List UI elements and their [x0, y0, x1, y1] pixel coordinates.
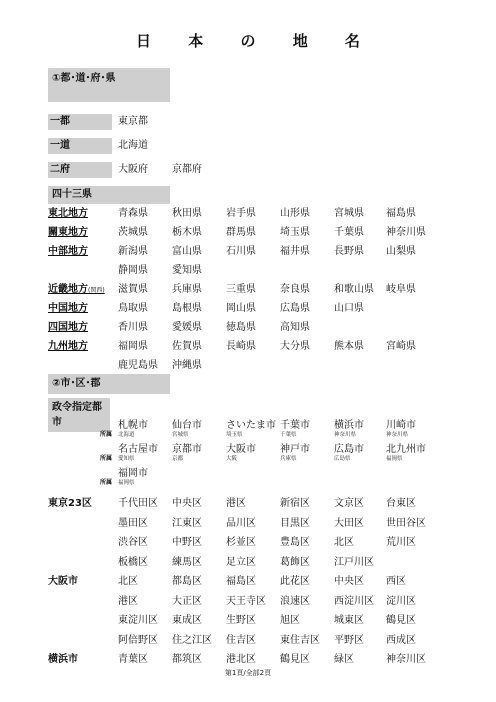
- ward-cell: 東住吉区: [280, 634, 320, 646]
- section1-header-text: ①都･道･府･県: [52, 73, 116, 84]
- belongs-label: 所属: [100, 455, 113, 462]
- prefecture-cell: 沖縄県: [172, 360, 202, 371]
- prefecture-cell: 香川県: [118, 322, 148, 333]
- ward-cell: 大正区: [172, 595, 202, 607]
- to-label: 一都: [48, 114, 112, 130]
- prefecture-cell: 青森県: [118, 208, 148, 219]
- prefecture-cell: 静岡県: [118, 265, 148, 276]
- prefecture-cell: 秋田県: [172, 208, 202, 219]
- ward-cell: 福島区: [226, 576, 256, 587]
- ward-cell: 鶴見区: [386, 615, 416, 626]
- ward-cell: 港区: [118, 595, 138, 607]
- prefecture-cell: 愛媛県: [172, 322, 202, 333]
- region-label: [48, 206, 112, 223]
- ward-cell: 西成区: [386, 634, 416, 646]
- prefecture-cell: 埼玉県: [280, 227, 310, 238]
- designated-city-prefecture: 福岡県: [118, 480, 135, 486]
- ward-cell: 江東区: [172, 517, 202, 529]
- ward-cell: 荒川区: [386, 537, 416, 548]
- prefecture-cell: 広島県: [280, 303, 310, 314]
- prefecture-cell: 山口県: [334, 303, 364, 314]
- ward-cell: 天王寺区: [226, 595, 266, 607]
- ward-cell: 都筑区: [172, 654, 202, 665]
- prefecture-cell: 宮城県: [334, 208, 364, 219]
- fu-label: 二府: [48, 162, 112, 178]
- designated-city-prefecture: 宮城県: [172, 432, 189, 438]
- designated-city: 名古屋市: [118, 444, 158, 455]
- ward-cell: 緑区: [334, 654, 354, 665]
- designated-city: 広島市: [334, 444, 364, 455]
- region-label: [48, 282, 112, 299]
- ward-cell: 世田谷区: [386, 517, 426, 529]
- section2-header-text: ②市･区･郡: [52, 378, 101, 389]
- to-value: 東京都: [118, 116, 148, 127]
- ward-group-label: 横浜市: [48, 654, 78, 665]
- ward-cell: 文京区: [334, 498, 364, 509]
- region-label: [48, 301, 112, 318]
- region-label: [48, 339, 112, 356]
- prefecture-cell: 佐賀県: [172, 341, 202, 352]
- ward-cell: 住吉区: [226, 634, 256, 646]
- fu-value: 京都府: [172, 164, 202, 175]
- designated-city-prefecture: 広島県: [334, 456, 351, 462]
- ward-cell: 此花区: [280, 576, 310, 587]
- designated-city-prefecture: 北海道: [118, 432, 135, 438]
- prefecture-cell: 富山県: [172, 246, 202, 257]
- designated-city: 神戸市: [280, 444, 310, 455]
- prefecture-cell: 愛知県: [172, 265, 202, 276]
- designated-city-prefecture: 千葉県: [280, 432, 297, 438]
- prefecture-cell: 茨城県: [118, 227, 148, 238]
- ward-cell: 墨田区: [118, 517, 148, 529]
- designated-cities-label-line1: 政令指定都: [52, 402, 102, 413]
- designated-city-prefecture: 愛知県: [118, 456, 135, 462]
- ward-cell: 北区: [334, 537, 354, 548]
- ward-group-label: 東京23区: [48, 498, 92, 509]
- designated-city: 仙台市: [172, 420, 202, 431]
- prefecture-cell: 滋賀県: [118, 284, 148, 295]
- ward-cell: 阿倍野区: [118, 634, 158, 646]
- ward-cell: 西区: [386, 576, 406, 587]
- designated-city-prefecture: 埼玉県: [226, 432, 243, 438]
- designated-city: 札幌市: [118, 420, 148, 431]
- page-footer: 第1頁/全部2頁: [224, 669, 272, 677]
- belongs-label: 所属: [100, 479, 113, 486]
- prefecture-cell: 大分県: [280, 341, 310, 352]
- region-label-text: 中国地方: [48, 303, 88, 314]
- prefecture-cell: 群馬県: [226, 227, 256, 238]
- ward-cell: 江戸川区: [334, 556, 374, 568]
- ward-cell: 千代田区: [118, 498, 158, 509]
- prefecture-cell: 福岡県: [118, 341, 148, 352]
- prefecture-cell: 鹿児島県: [118, 360, 158, 371]
- ward-cell: 東淀川区: [118, 615, 158, 626]
- belongs-label: 所属: [100, 431, 113, 438]
- prefecture-cell: 石川県: [226, 246, 256, 257]
- prefecture-cell: 熊本県: [334, 341, 364, 352]
- prefecture-cell: 和歌山県: [334, 284, 374, 295]
- ward-cell: 豊島区: [280, 537, 310, 548]
- prefecture-cell: 山梨県: [386, 246, 416, 257]
- ward-cell: 城東区: [334, 615, 364, 626]
- designated-city: 京都市: [172, 444, 202, 455]
- ward-cell: 北区: [118, 576, 138, 587]
- designated-cities-label: [48, 398, 110, 432]
- prefecture-cell: 三重県: [226, 284, 256, 295]
- ward-cell: 板橋区: [118, 556, 148, 568]
- do-value: 北海道: [118, 140, 148, 151]
- ward-cell: 大田区: [334, 517, 364, 529]
- prefecture-cell: 島根県: [172, 303, 202, 314]
- prefecture-cell: 徳島県: [226, 322, 256, 333]
- prefecture-cell: 長崎県: [226, 341, 256, 352]
- region-label: [48, 244, 112, 261]
- do-label: 一道: [48, 138, 112, 154]
- designated-city: 福岡市: [118, 468, 148, 479]
- ward-cell: 住之江区: [172, 634, 212, 646]
- designated-city-prefecture: 大阪: [226, 456, 238, 462]
- prefecture-cell: 宮崎県: [386, 341, 416, 352]
- ward-cell: 目黒区: [280, 517, 310, 529]
- ward-cell: 葛飾区: [280, 556, 310, 568]
- ward-cell: 港区: [226, 498, 246, 509]
- ward-cell: 淀川区: [386, 595, 416, 607]
- prefecture-cell: 岡山県: [226, 303, 256, 314]
- ward-cell: 都島区: [172, 576, 202, 587]
- prefecture-cell: 山形県: [280, 208, 310, 219]
- ward-cell: 神奈川区: [386, 654, 426, 665]
- designated-city-prefecture: 神奈川県: [386, 432, 409, 438]
- ward-group-label: 大阪市: [48, 576, 78, 587]
- prefecture-cell: 鳥取県: [118, 303, 148, 314]
- ward-cell: 鶴見区: [280, 654, 310, 665]
- ken-header-text: 四十三県: [52, 189, 92, 200]
- ward-cell: 新宿区: [280, 498, 310, 509]
- prefecture-cell: 長野県: [334, 246, 364, 257]
- region-label: [48, 320, 112, 337]
- prefecture-cell: 岩手県: [226, 208, 256, 219]
- designated-city-prefecture: 神奈川県: [334, 432, 357, 438]
- ward-cell: 杉並区: [226, 537, 256, 548]
- page-title: 日 本 の 地 名: [136, 32, 376, 50]
- designated-city: 大阪市: [226, 444, 256, 455]
- region-label-text: 九州地方: [48, 341, 88, 352]
- section2-header: [48, 374, 170, 394]
- region-label-text: 東北地方: [48, 208, 88, 219]
- designated-city: さいたま市: [226, 420, 276, 431]
- region-label-text: 四国地方: [48, 322, 88, 333]
- section1-header: [48, 68, 170, 102]
- prefecture-cell: 奈良県: [280, 284, 310, 295]
- prefecture-cell: 兵庫県: [172, 284, 202, 295]
- ward-cell: 平野区: [334, 634, 364, 646]
- ward-cell: 品川区: [226, 517, 256, 529]
- prefecture-cell: 新潟県: [118, 246, 148, 257]
- ward-cell: 旭区: [280, 615, 300, 626]
- region-label-text: 中部地方: [48, 246, 88, 257]
- region-label: [48, 225, 112, 242]
- ward-cell: 足立区: [226, 556, 256, 568]
- ward-cell: 浪速区: [280, 595, 310, 607]
- ward-cell: 青葉区: [118, 654, 148, 665]
- designated-cities-label-line2: 市: [52, 417, 62, 428]
- region-label-text: 近畿地方: [48, 284, 88, 295]
- ward-cell: 台東区: [386, 498, 416, 509]
- region-note: (関西): [88, 287, 105, 294]
- prefecture-cell: 神奈川県: [386, 227, 426, 238]
- designated-city: 北九州市: [386, 444, 426, 455]
- prefecture-cell: 岐阜県: [386, 284, 416, 295]
- designated-city-prefecture: 兵庫県: [280, 456, 297, 462]
- prefecture-cell: 福島県: [386, 208, 416, 219]
- designated-city-prefecture: 京都: [172, 456, 184, 462]
- prefecture-cell: 福井県: [280, 246, 310, 257]
- prefecture-cell: 高知県: [280, 322, 310, 333]
- ward-cell: 中野区: [172, 537, 202, 548]
- ward-cell: 中央区: [334, 576, 364, 587]
- ward-cell: 中央区: [172, 498, 202, 509]
- ward-cell: 港北区: [226, 654, 256, 665]
- ward-cell: 生野区: [226, 615, 256, 626]
- prefecture-cell: 千葉県: [334, 227, 364, 238]
- fu-value: 大阪府: [118, 164, 148, 175]
- ward-cell: 西淀川区: [334, 595, 374, 607]
- ward-cell: 東成区: [172, 615, 202, 626]
- designated-city-prefecture: 福岡県: [386, 456, 403, 462]
- ward-cell: 渋谷区: [118, 537, 148, 548]
- ken-header: [48, 186, 170, 204]
- prefecture-cell: 栃木県: [172, 227, 202, 238]
- designated-city: 横浜市: [334, 420, 364, 431]
- designated-city: 川崎市: [386, 420, 416, 431]
- ward-cell: 練馬区: [172, 556, 202, 568]
- region-label-text: 關東地方: [48, 227, 88, 238]
- designated-city: 千葉市: [280, 420, 310, 431]
